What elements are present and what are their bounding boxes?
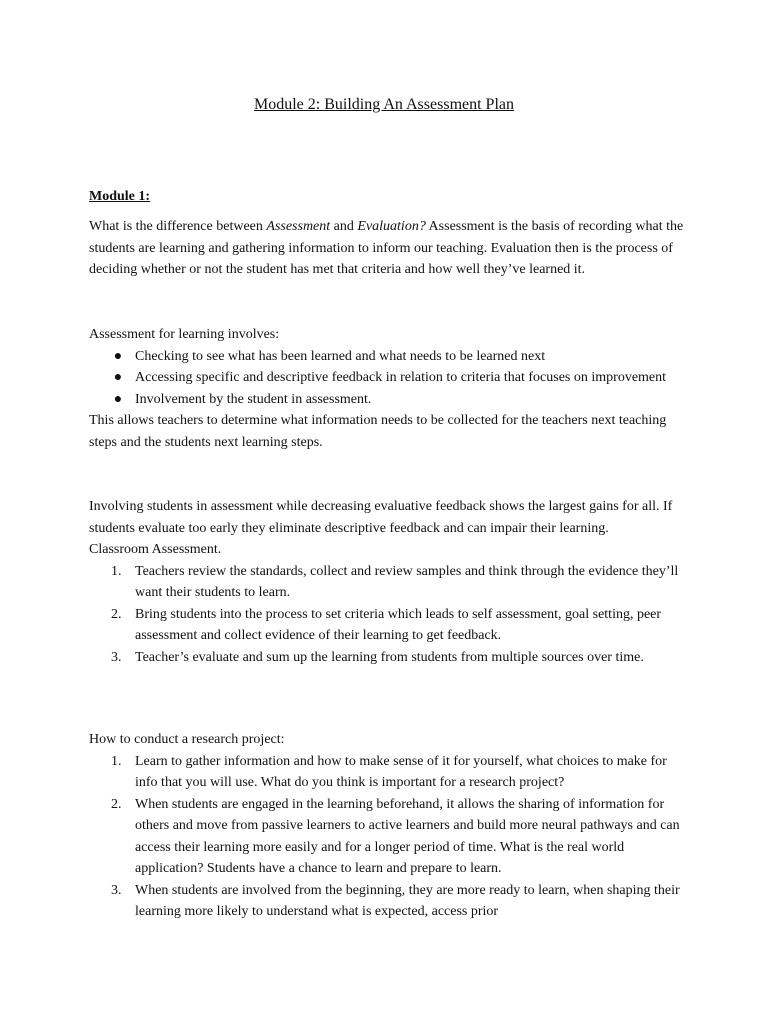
list-number: 3. [111,882,122,898]
afl-followup: This allows teachers to determine what information needs to be collected for the teachers next teaching steps and the students next learning steps. [89,413,667,450]
list-item [89,794,689,880]
term-evaluation: Evaluation? [357,219,426,234]
list-item-text: Bring students into the process to set criteria which leads to self assessment, goal setting, peer assessment and collect evidence of their learning to get feedback. [135,606,662,643]
list-item [89,561,689,604]
research-heading: How to conduct a research project: [89,732,285,747]
intro-question-prefix: What is the difference between [89,219,267,234]
list-item [89,346,689,368]
list-item-text: Teachers review the standards, collect and review samples and think through the evidence they’ll want their students to learn. [135,563,679,600]
list-item-text: Accessing specific and descriptive feedback in relation to criteria that focuses on improvement [135,370,667,385]
afl-heading: Assessment for learning involves: [89,327,280,342]
research-section [89,729,689,923]
list-item-text: Teacher’s evaluate and sum up the learning from students from multiple sources over time. [135,649,644,665]
list-number: 1. [111,753,122,769]
list-item-text: Learn to gather information and how to make sense of it for yourself, what choices to make for info that you will use. What do you think is important for a research project? [135,753,667,790]
afl-list [89,346,689,411]
list-item [89,389,689,411]
section-heading: Module 1: [89,189,151,204]
list-item-text: When students are involved from the beginning, they are more ready to learn, when shaping their learning more likely to understand what is expected, access prior [135,882,680,919]
bullet-icon: ● [113,391,123,407]
afl-section [89,324,689,453]
bullet-icon: ● [113,370,123,385]
list-item-text: Involvement by the student in assessment. [135,391,372,407]
list-number: 3. [111,649,122,665]
list-number: 1. [111,563,122,579]
list-item-text: Checking to see what has been learned and what needs to be learned next [135,348,546,364]
research-list [89,751,689,923]
classroom-list [89,561,689,669]
list-item [89,751,689,794]
list-item [89,604,689,647]
list-item [89,647,689,669]
term-assessment: Assessment [266,219,331,234]
list-number: 2. [111,606,122,622]
list-item-text: When students are engaged in the learning beforehand, it allows the sharing of information for others and move from passive learners to active learners and build more neural pathways and can access their learning more easily and for a longer period of time. What is the real world application? Students have a chance to learn and prepare to learn. [135,796,680,876]
list-number: 2. [111,796,122,812]
document-title: Module 2: Building An Assessment Plan [253,96,514,113]
classroom-section [89,496,689,668]
classroom-heading: Classroom Assessment. [89,542,222,557]
intro-and: and [330,219,358,234]
involving-paragraph: Involving students in assessment while decreasing evaluative feedback shows the largest gains for all. If students evaluate too early they eliminate descriptive feedback and can impair their learning. [89,499,673,536]
list-item [89,880,689,923]
intro-paragraph [89,216,689,281]
bullet-icon: ● [113,348,123,364]
intro-rest: Assessment is the basis of recording what the students are learning and gathering information to inform our teaching. Evaluation then is the process of deciding whether or not the student has met that criteria and how well they’ve learned it. [89,219,684,277]
list-item [89,367,689,389]
